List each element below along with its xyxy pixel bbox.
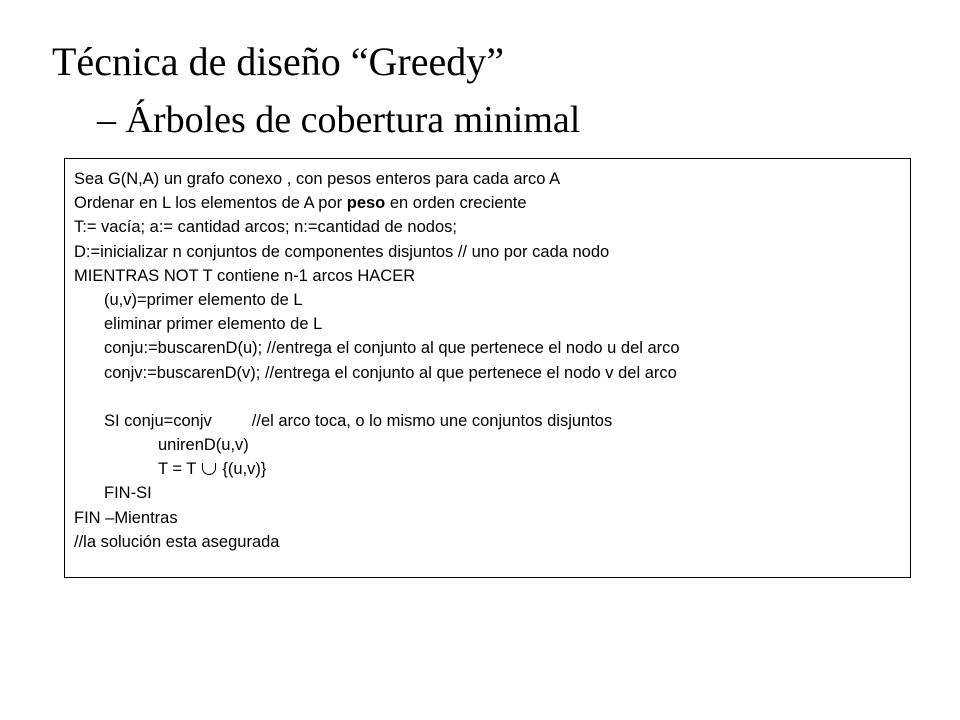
code-blank-line [74, 385, 680, 409]
code-bold-word: peso [346, 194, 386, 213]
slide-title: Técnica de diseño “Greedy” [52, 39, 504, 84]
slide-subtitle: – Árboles de cobertura minimal [97, 99, 581, 141]
code-line: eliminar primer elemento de L [104, 315, 323, 334]
code-comment: //el arco toca, o lo mismo une conjuntos disjuntos [251, 411, 613, 430]
algorithm-pseudocode [74, 167, 680, 554]
union-icon [196, 463, 222, 477]
code-line: T:= vacía; a:= cantidad arcos; n:=cantidad de nodos; [74, 218, 457, 237]
code-line [74, 191, 680, 215]
code-line: D:=inicializar n conjuntos de componentes disjuntos // uno por cada nodo [74, 242, 610, 261]
code-line: unirenD(u,v) [158, 436, 249, 455]
code-line [74, 409, 680, 433]
code-text: {(u,v)} [222, 460, 267, 479]
code-text: SI conju=conjv [104, 411, 212, 430]
code-line: (u,v)=primer elemento de L [104, 290, 303, 309]
code-line: MIENTRAS NOT T contiene n-1 arcos HACER [74, 266, 416, 285]
code-text: Ordenar en L los elementos de A por [74, 194, 347, 213]
code-text: en orden creciente [385, 194, 527, 213]
code-line: conjv:=buscarenD(v); //entrega el conjunto al que pertenece el nodo v del arco [104, 363, 677, 382]
code-line [74, 457, 680, 481]
code-text: T = T [158, 460, 197, 479]
code-line: Sea G(N,A) un grafo conexo , con pesos enteros para cada arco A [74, 170, 561, 188]
code-line: FIN –Mientras [74, 508, 178, 527]
code-line: FIN-SI [104, 484, 152, 503]
code-line: conju:=buscarenD(u); //entrega el conjunto al que pertenece el nodo u del arco [104, 339, 680, 358]
code-line: //la solución esta asegurada [74, 532, 280, 551]
